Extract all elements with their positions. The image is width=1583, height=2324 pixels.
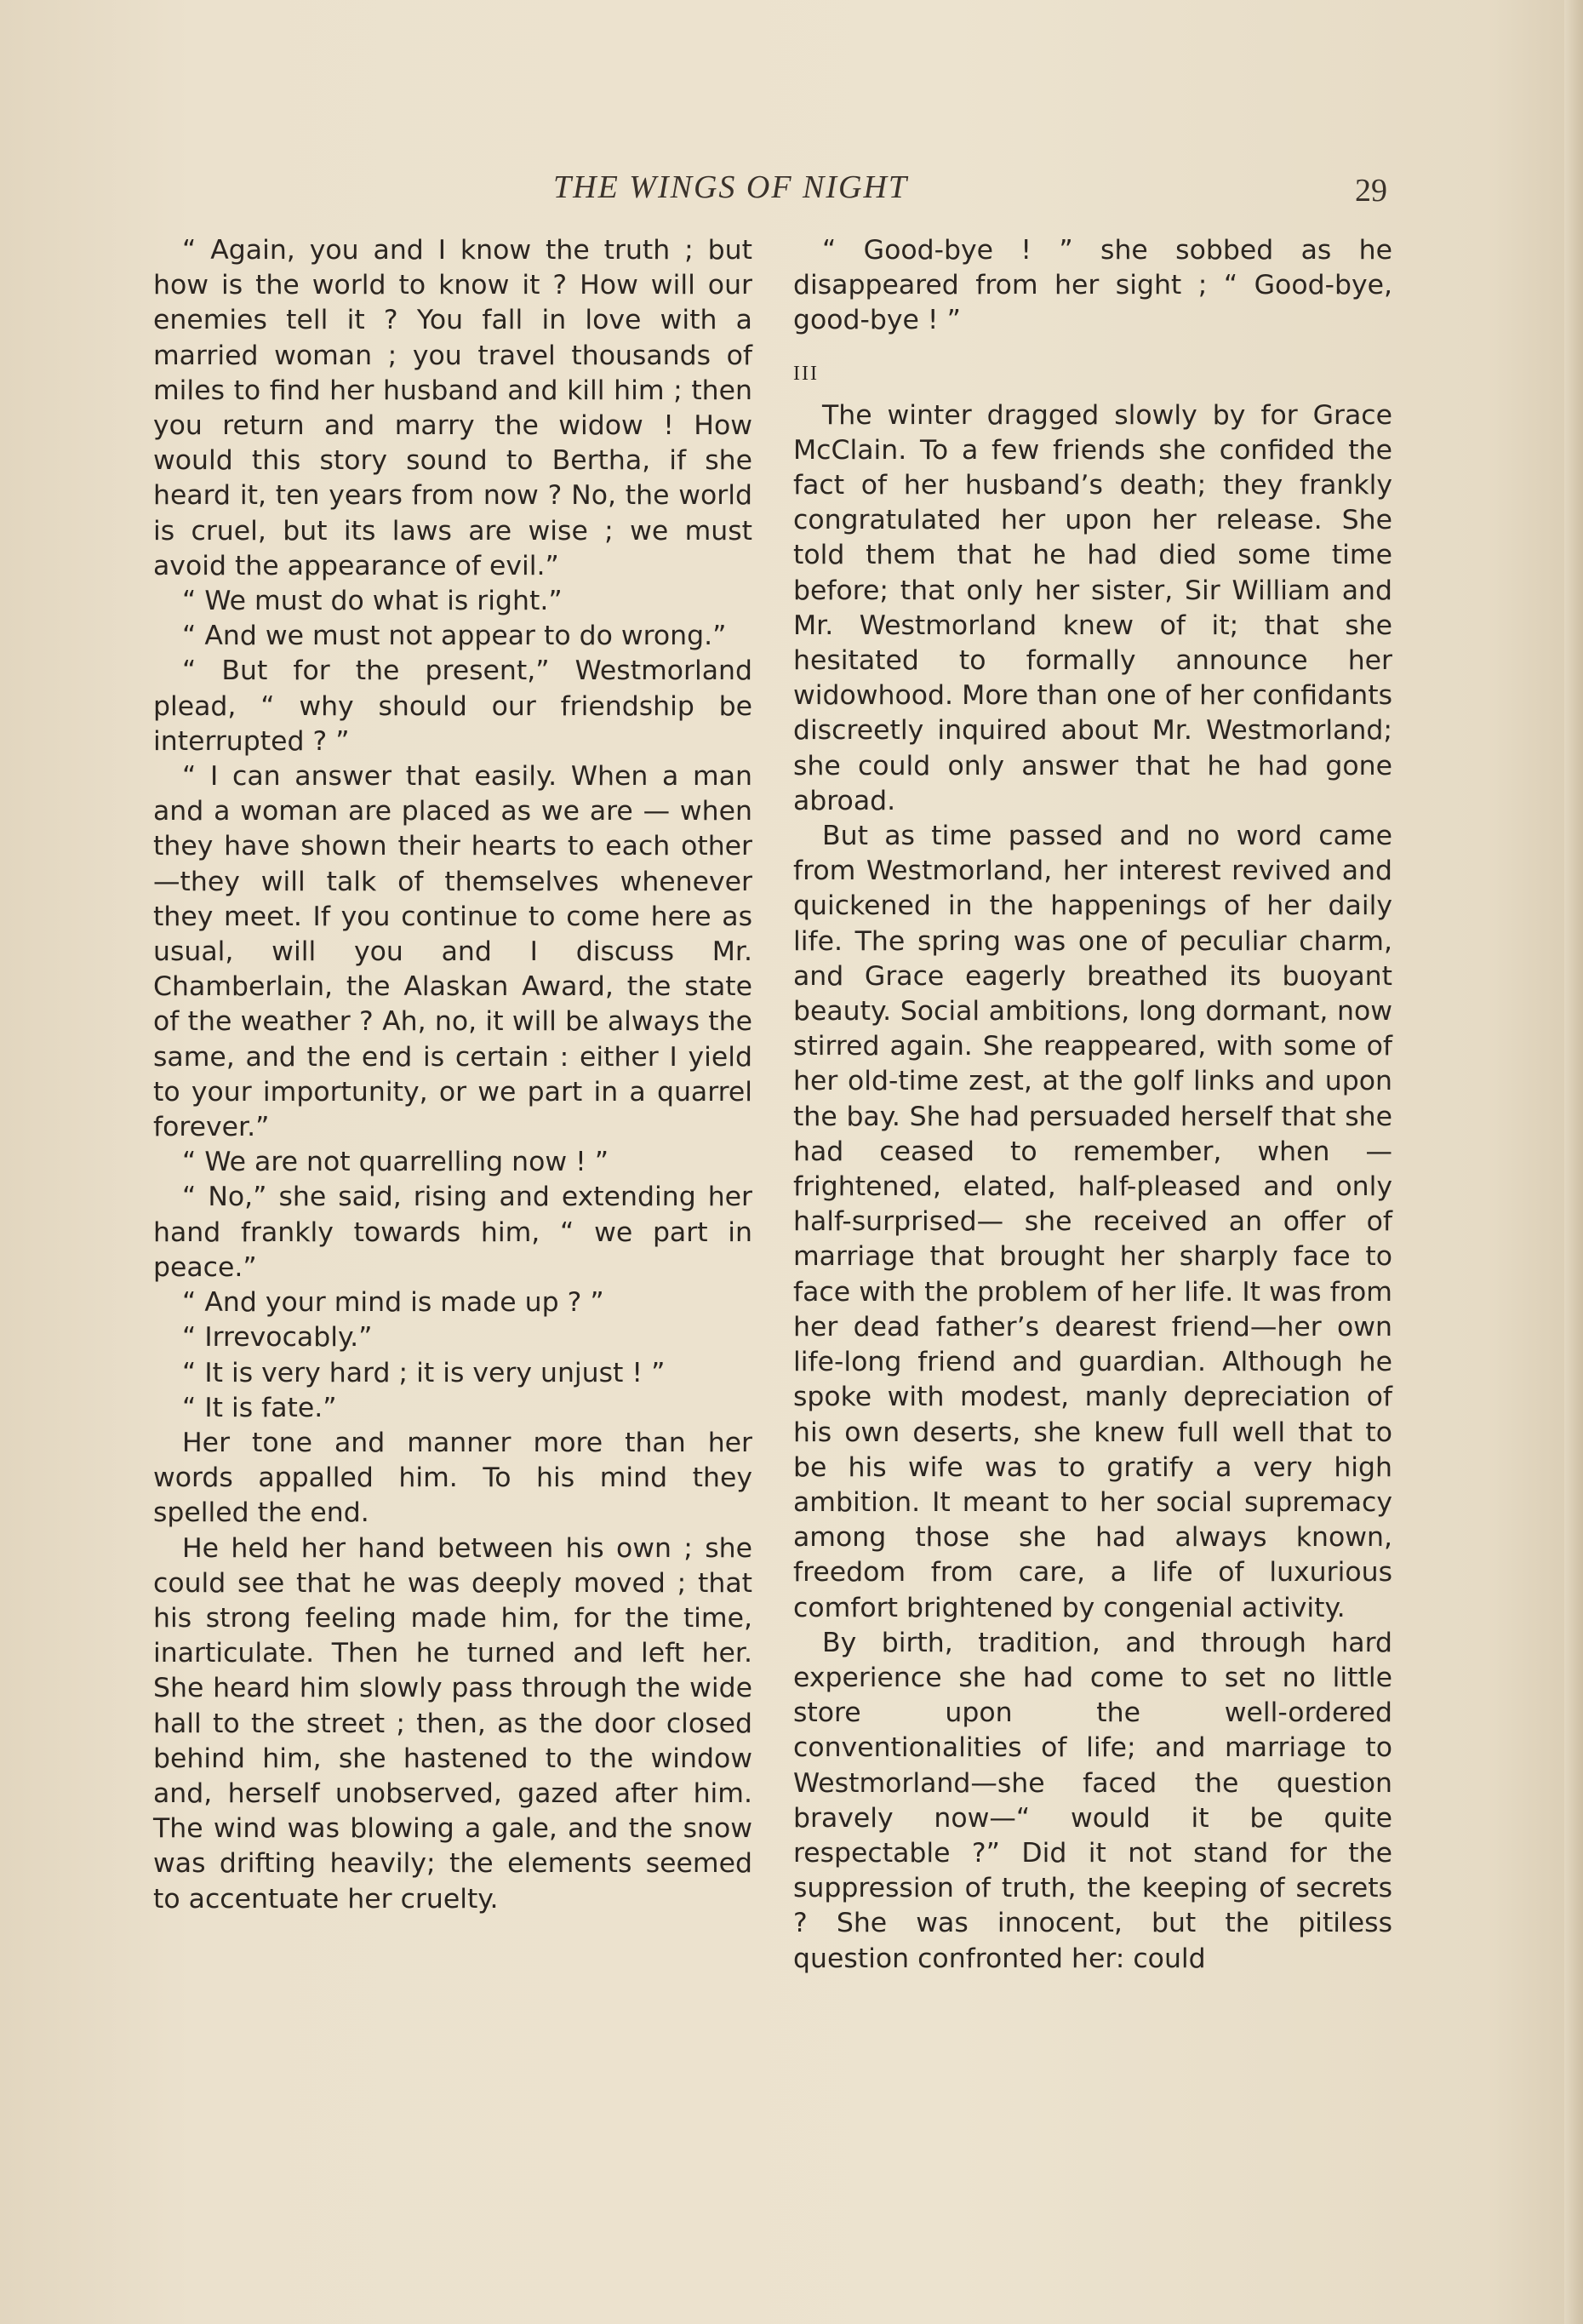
- paragraph: “ Good-bye ! ” she sobbed as he disappeared from her sight ; “ Good-bye, good-bye ! ”: [793, 235, 1392, 336]
- paragraph: Her tone and manner more than her words appalled him. To his mind they spelled the end.: [153, 1427, 752, 1529]
- page-edge: [1564, 0, 1583, 2324]
- paragraph: “ We are not quarrelling now ! ”: [182, 1147, 609, 1178]
- paragraph: “ We must do what is right.”: [182, 586, 563, 617]
- paragraph: “ And your mind is made up ? ”: [182, 1287, 604, 1319]
- paragraph: “ I can answer that easily. When a man and a woman are placed as we are — when they have shown their hearts to each other—they will talk of themselves whenever they meet. If you continue to come here as usual, will you and I discuss Mr. Chamberlain, the Alaskan Award, the state of the weather ? Ah, no, it will be always the same, and the end is certain : either I yield to your importunity, or we part in a quarrel forever.”: [153, 761, 752, 1143]
- paragraph: “ Again, you and I know the truth ; but how is the world to know it ? How will our enemies tell it ? You fall in love with a married woman ; you travel thousands of miles to find her husband and kill him ; then you return and marry the widow ! How would this story sound to Bertha, if she heard it, ten years from now ? No, the world is cruel, but its laws are wise ; we must avoid the appearance of evil.”: [153, 235, 752, 581]
- paragraph: “ No,” she said, rising and extending her hand frankly towards him, “ we part in peace.”: [153, 1182, 752, 1283]
- section-number: III: [793, 362, 819, 385]
- running-title: THE WINGS OF NIGHT: [553, 169, 909, 205]
- paragraph: “ But for the present,” Westmorland plead, “ why should our friendship be interrupted ? ”: [153, 655, 752, 757]
- paragraph: He held her hand between his own ; she could see that he was deeply moved ; that his strong feeling made him, for the time, inarticulate. Then he turned and left her. She heard him slowly pass through the wide hall to the street ; then, as the door closed behind him, she hastened to the window and, herself unobserved, gazed after him. The wind was blowing a gale, and the snow was drifting heavily; the elements seemed to accentuate her cruelty.: [153, 1532, 752, 1915]
- paragraph: The winter dragged slowly by for Grace McClain. To a few friends she confided the fact of her husband’s death; they frankly congratulated her upon her release. She told them that he had died some time before; that only her sister, Sir William and Mr. Westmorland knew of it; that she hesitated to formally announce her widowhood. More than one of her confidants discreetly inquired about Mr. Westmorland; she could only answer that he had gone abroad.: [793, 399, 1392, 816]
- paragraph: “ It is very hard ; it is very unjust ! ”: [182, 1357, 666, 1388]
- left-column: [153, 233, 752, 1917]
- right-column: [793, 233, 1392, 1977]
- paragraph: But as time passed and no word came from Westmorland, her interest revived and quickened in the happenings of her daily life. The spring was one of peculiar charm, and Grace eagerly breathed its buoyant beauty. Social ambitions, long dormant, now stirred again. She reappeared, with some of her old-time zest, at the golf links and upon the bay. She had persuaded herself that she had ceased to remember, when — frightened, elated, half-pleased and only half-surprised— she received an offer of marriage that brought her sharply face to face with the problem of her life. It was from her dead father’s dearest friend—her own life-long friend and guardian. Although he spoke with modest, manly depreciation of his own deserts, she knew full well that to be his wife was to gratify a very high ambition. It meant to her social supremacy among those she had always known, freedom from care, a life of luxurious comfort brightened by congenial activity.: [793, 821, 1392, 1623]
- paragraph: “ Irrevocably.”: [182, 1322, 373, 1354]
- page-header: [0, 169, 1583, 211]
- paragraph: “ It is fate.”: [182, 1392, 337, 1423]
- paragraph: “ And we must not appear to do wrong.”: [182, 621, 727, 652]
- page-number: 29: [1355, 173, 1387, 209]
- paragraph: By birth, tradition, and through hard experience she had come to set no little store upon the well-ordered conventionalities of life; and marriage to Westmorland—she faced the question bravely now—“ would it be quite respectable ?” Did it not stand for the suppression of truth, the keeping of secrets ? She was innocent, but the pitiless question confronted her: could: [793, 1627, 1392, 1974]
